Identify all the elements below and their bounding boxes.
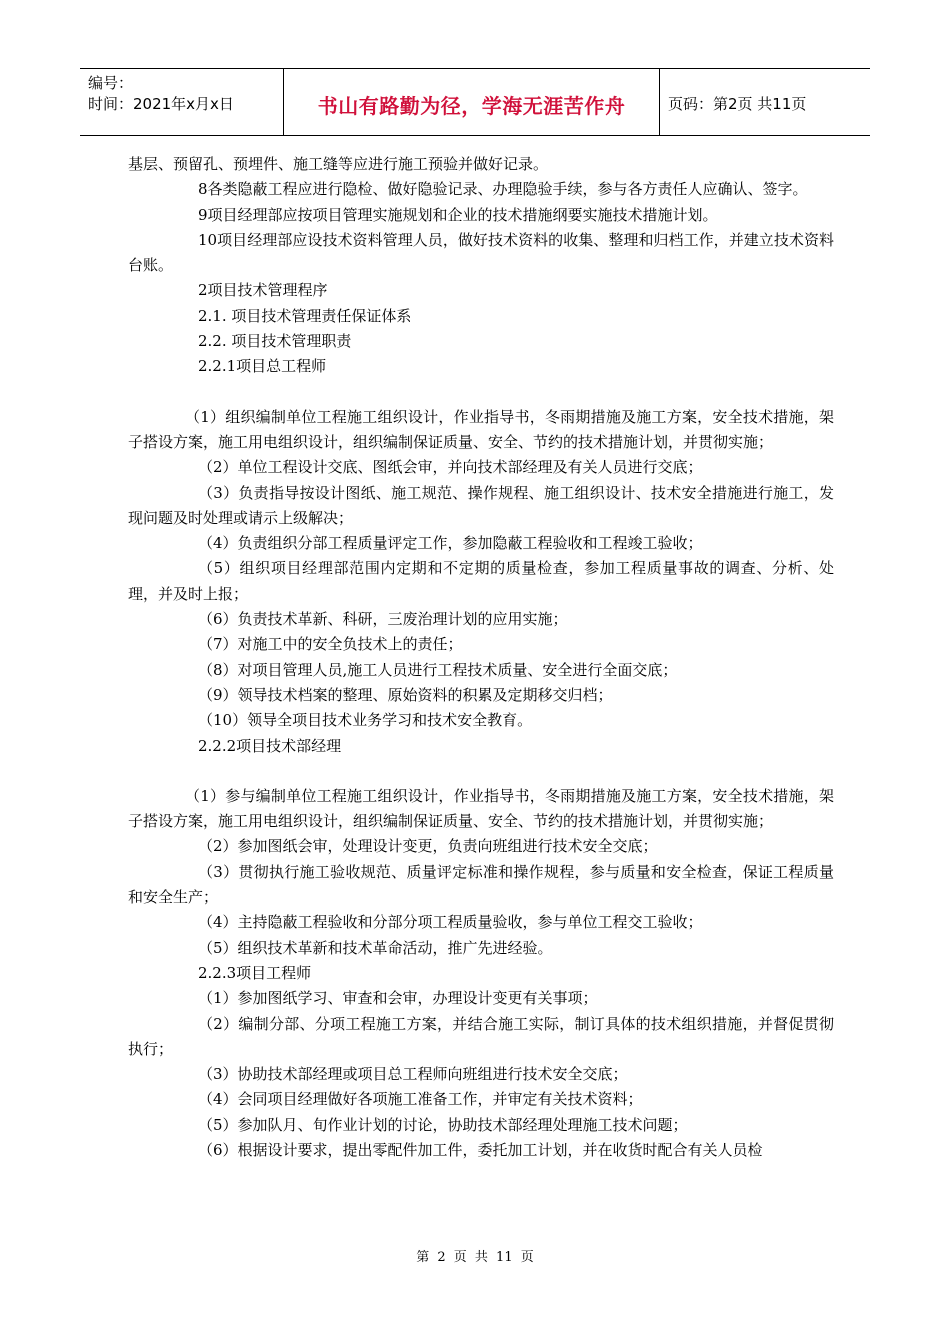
document-body [128,152,834,1163]
header-meta [80,69,284,135]
paragraph: （6）根据设计要求，提出零配件加工件，委托加工计划，并在收货时配合有关人员检 [198,1140,763,1159]
paragraph: （1）参加图纸学习、审查和会审，办理设计变更有关事项； [198,989,598,1008]
paragraph: （4）主持隐蔽工程验收和分部分项工程质量验收，参与单位工程交工验收； [198,913,703,932]
paragraph: （4）会同项目经理做好各项施工准备工作，并审定有关技术资料； [198,1090,643,1109]
paragraph: （2）编制分部、分项工程施工方案，并结合施工实际，制订具体的技术组织措施，并督促贯彻执行； [128,1014,834,1058]
paragraph: 2.1. 项目技术管理责任保证体系 [198,306,412,325]
paragraph: （7）对施工中的安全负技术上的责任； [198,635,463,654]
paragraph: 8各类隐蔽工程应进行隐检、做好隐验记录、办理隐验手续，参与各方责任人应确认、签字。 [198,180,808,199]
header-motto: 书山有路勤为径，学海无涯苦作舟 [284,69,660,135]
paragraph-spacer [128,380,834,405]
paragraph: （8）对项目管理人员,施工人员进行工程技术质量、安全进行全面交底； [198,660,678,679]
paragraph: （1）组织编制单位工程施工组织设计，作业指导书，冬雨期措施及施工方案，安全技术措施，架子搭设方案，施工用电组织设计，组织编制保证质量、安全、节约的技术措施计划，并贯彻实施； [128,407,834,451]
paragraph: 10项目经理部应设技术资料管理人员，做好技术资料的收集、整理和归档工作，并建立技术资料台账。 [128,230,834,275]
header-date-label: 时间：2021年x月x日 [88,95,234,113]
paragraph: （2）单位工程设计交底、图纸会审，并向技术部经理及有关人员进行交底； [198,458,703,477]
paragraph: 2.2.2项目技术部经理 [198,736,342,755]
paragraph: 2.2.1项目总工程师 [198,357,327,376]
paragraph-spacer [128,759,834,784]
paragraph: （1）参与编制单位工程施工组织设计，作业指导书，冬雨期措施及施工方案，安全技术措施，架子搭设方案，施工用电组织设计，组织编制保证质量、安全、节约的技术措施计划，并贯彻实施； [128,786,834,831]
paragraph: （2）参加图纸会审，处理设计变更，负责向班组进行技术安全交底； [198,837,658,856]
paragraph: 基层、预留孔、预埋件、施工缝等应进行施工预验并做好记录。 [128,155,549,173]
paragraph: （10）领导全项目技术业务学习和技术安全教育。 [198,711,533,730]
page-header [80,68,870,136]
paragraph: （5）组织项目经理部范围内定期和不定期的质量检查，参加工程质量事故的调查、分析、处理，并及时上报； [128,559,834,603]
paragraph: 2.2. 项目技术管理职责 [198,332,352,351]
header-code-label: 编号： [88,74,134,92]
paragraph: （4）负责组织分部工程质量评定工作，参加隐蔽工程验收和工程竣工验收； [198,534,703,553]
paragraph: 2项目技术管理程序 [198,281,328,300]
paragraph: 2.2.3项目工程师 [198,963,312,982]
paragraph: （3）负责指导按设计图纸、施工规范、操作规程、施工组织设计、技术安全措施进行施工，发现问题及时处理或请示上级解决； [128,483,834,527]
paragraph: （5）组织技术革新和技术革命活动，推广先进经验。 [198,938,553,957]
header-page-label: 页码：第2页 共11页 [668,94,807,113]
paragraph: （3）贯彻执行施工验收规范、质量评定标准和操作规程，参与质量和安全检查，保证工程质量和安全生产； [128,862,834,907]
paragraph: （3）协助技术部经理或项目总工程师向班组进行技术安全交底； [198,1065,628,1084]
paragraph: （5）参加队月、旬作业计划的讨论，协助技术部经理处理施工技术问题； [198,1115,688,1134]
paragraph: （9）领导技术档案的整理、原始资料的积累及定期移交归档； [198,685,613,704]
paragraph: （6）负责技术革新、科研，三废治理计划的应用实施； [198,610,568,629]
page-footer: 第 2 页 共 11 页 [416,1250,534,1265]
paragraph: 9项目经理部应按项目管理实施规划和企业的技术措施纲要实施技术措施计划。 [198,205,718,224]
